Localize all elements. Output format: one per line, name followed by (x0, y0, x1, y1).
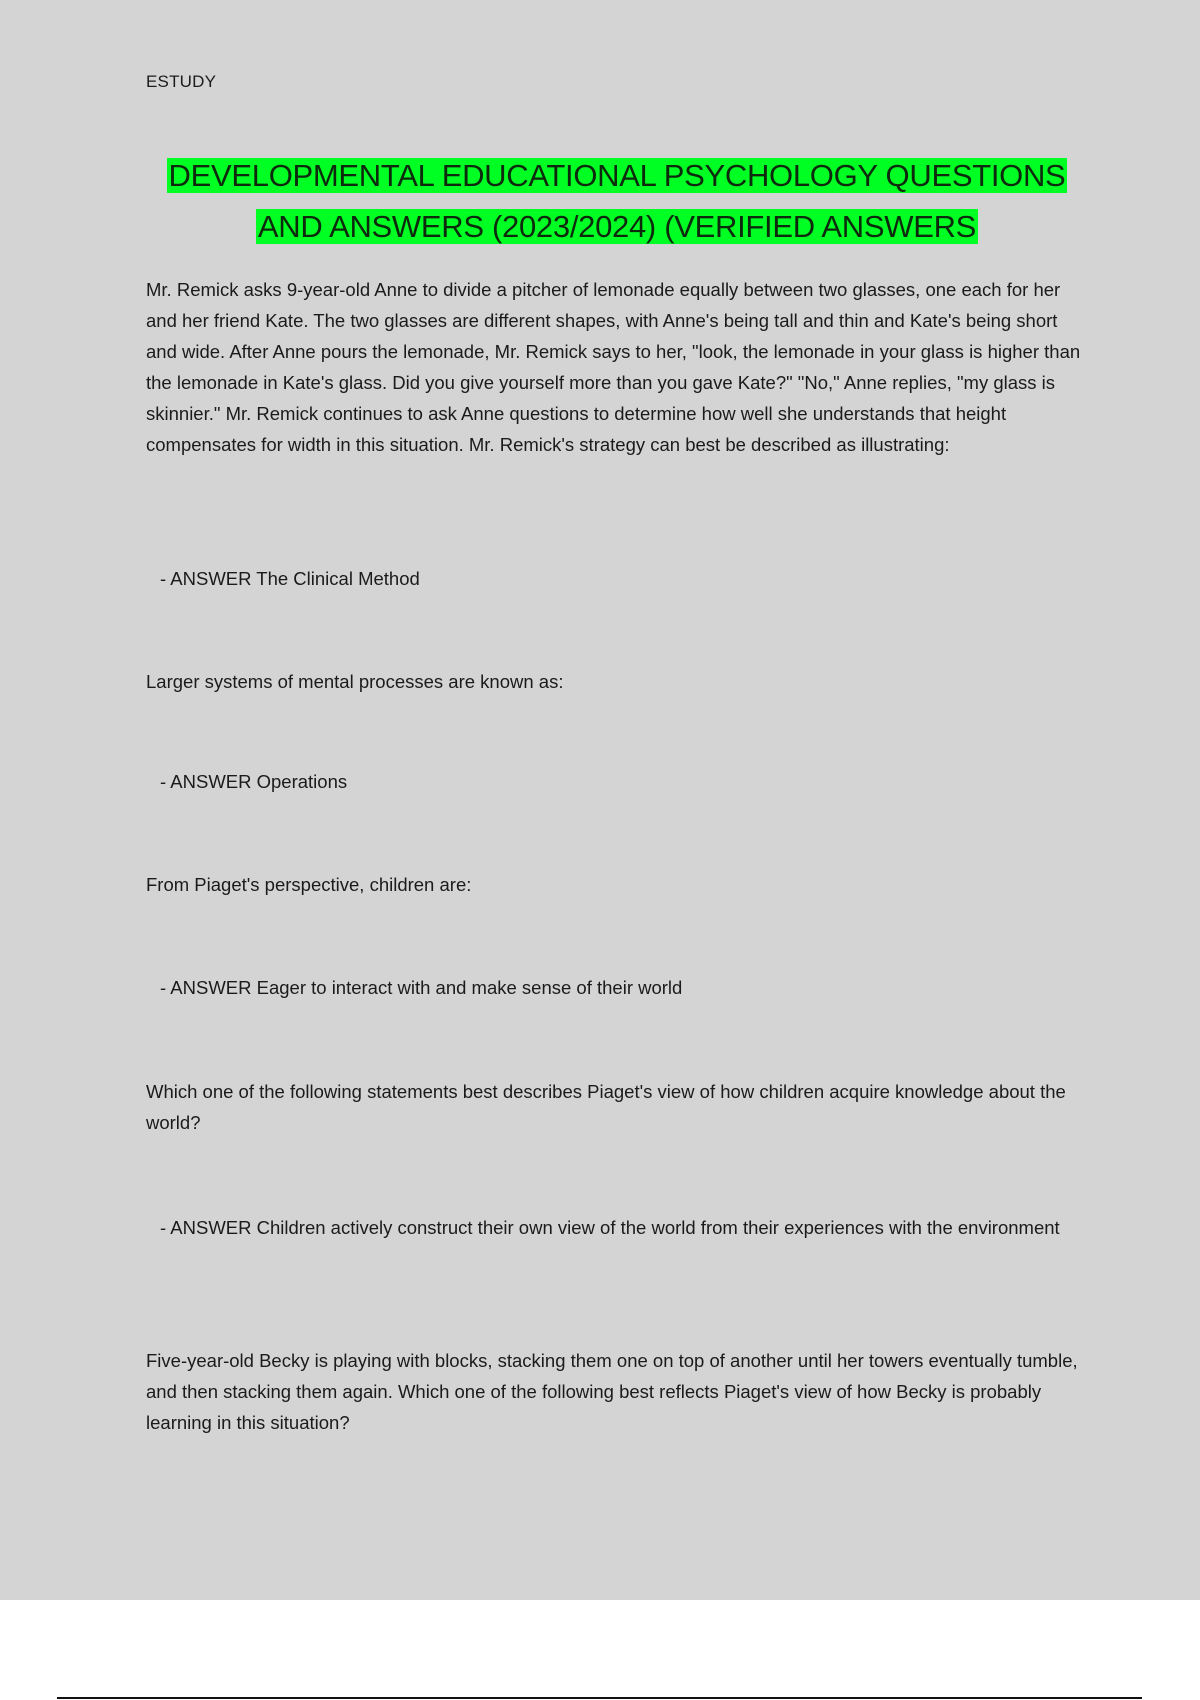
question-5: Five-year-old Becky is playing with blocks, stacking them one on top of another until her towers eventually tumble, and then stacking them again. Which one of the following best reflects Piaget's view of how Becky is probably learning in this situation? (146, 1350, 1078, 1433)
question-2: Larger systems of mental processes are known as: (146, 671, 564, 692)
document-title (146, 150, 1088, 252)
question-3: From Piaget's perspective, children are: (146, 874, 472, 895)
header-label: ESTUDY (146, 72, 217, 91)
answer-3: - ANSWER Eager to interact with and make sense of their world (160, 977, 683, 998)
question-4: Which one of the following statements best describes Piaget's view of how children acquire knowledge about the world? (146, 1081, 1066, 1133)
answer-4: - ANSWER Children actively construct their own view of the world from their experiences with the environment (160, 1217, 1060, 1238)
document-title-text: DEVELOPMENTAL EDUCATIONAL PSYCHOLOGY QUESTIONS AND ANSWERS (2023/2024) (VERIFIED ANSWERS (168, 158, 1066, 244)
footer-divider (57, 1697, 1142, 1699)
answer-1: - ANSWER The Clinical Method (160, 568, 420, 589)
answer-2: - ANSWER Operations (160, 771, 348, 792)
question-1: Mr. Remick asks 9-year-old Anne to divide a pitcher of lemonade equally between two glasses, one each for her and her friend Kate. The two glasses are different shapes, with Anne's being tall and thin and Kate's being short and wide. After Anne pours the lemonade, Mr. Remick says to her, "look, the lemonade in your glass is higher than the lemonade in Kate's glass. Did you give yourself more than you gave Kate?" "No," Anne replies, "my glass is skinnier." Mr. Remick continues to ask Anne questions to determine how well she understands that height compensates for width in this situation. Mr. Remick's strategy can best be described as illustrating: (146, 279, 1081, 455)
